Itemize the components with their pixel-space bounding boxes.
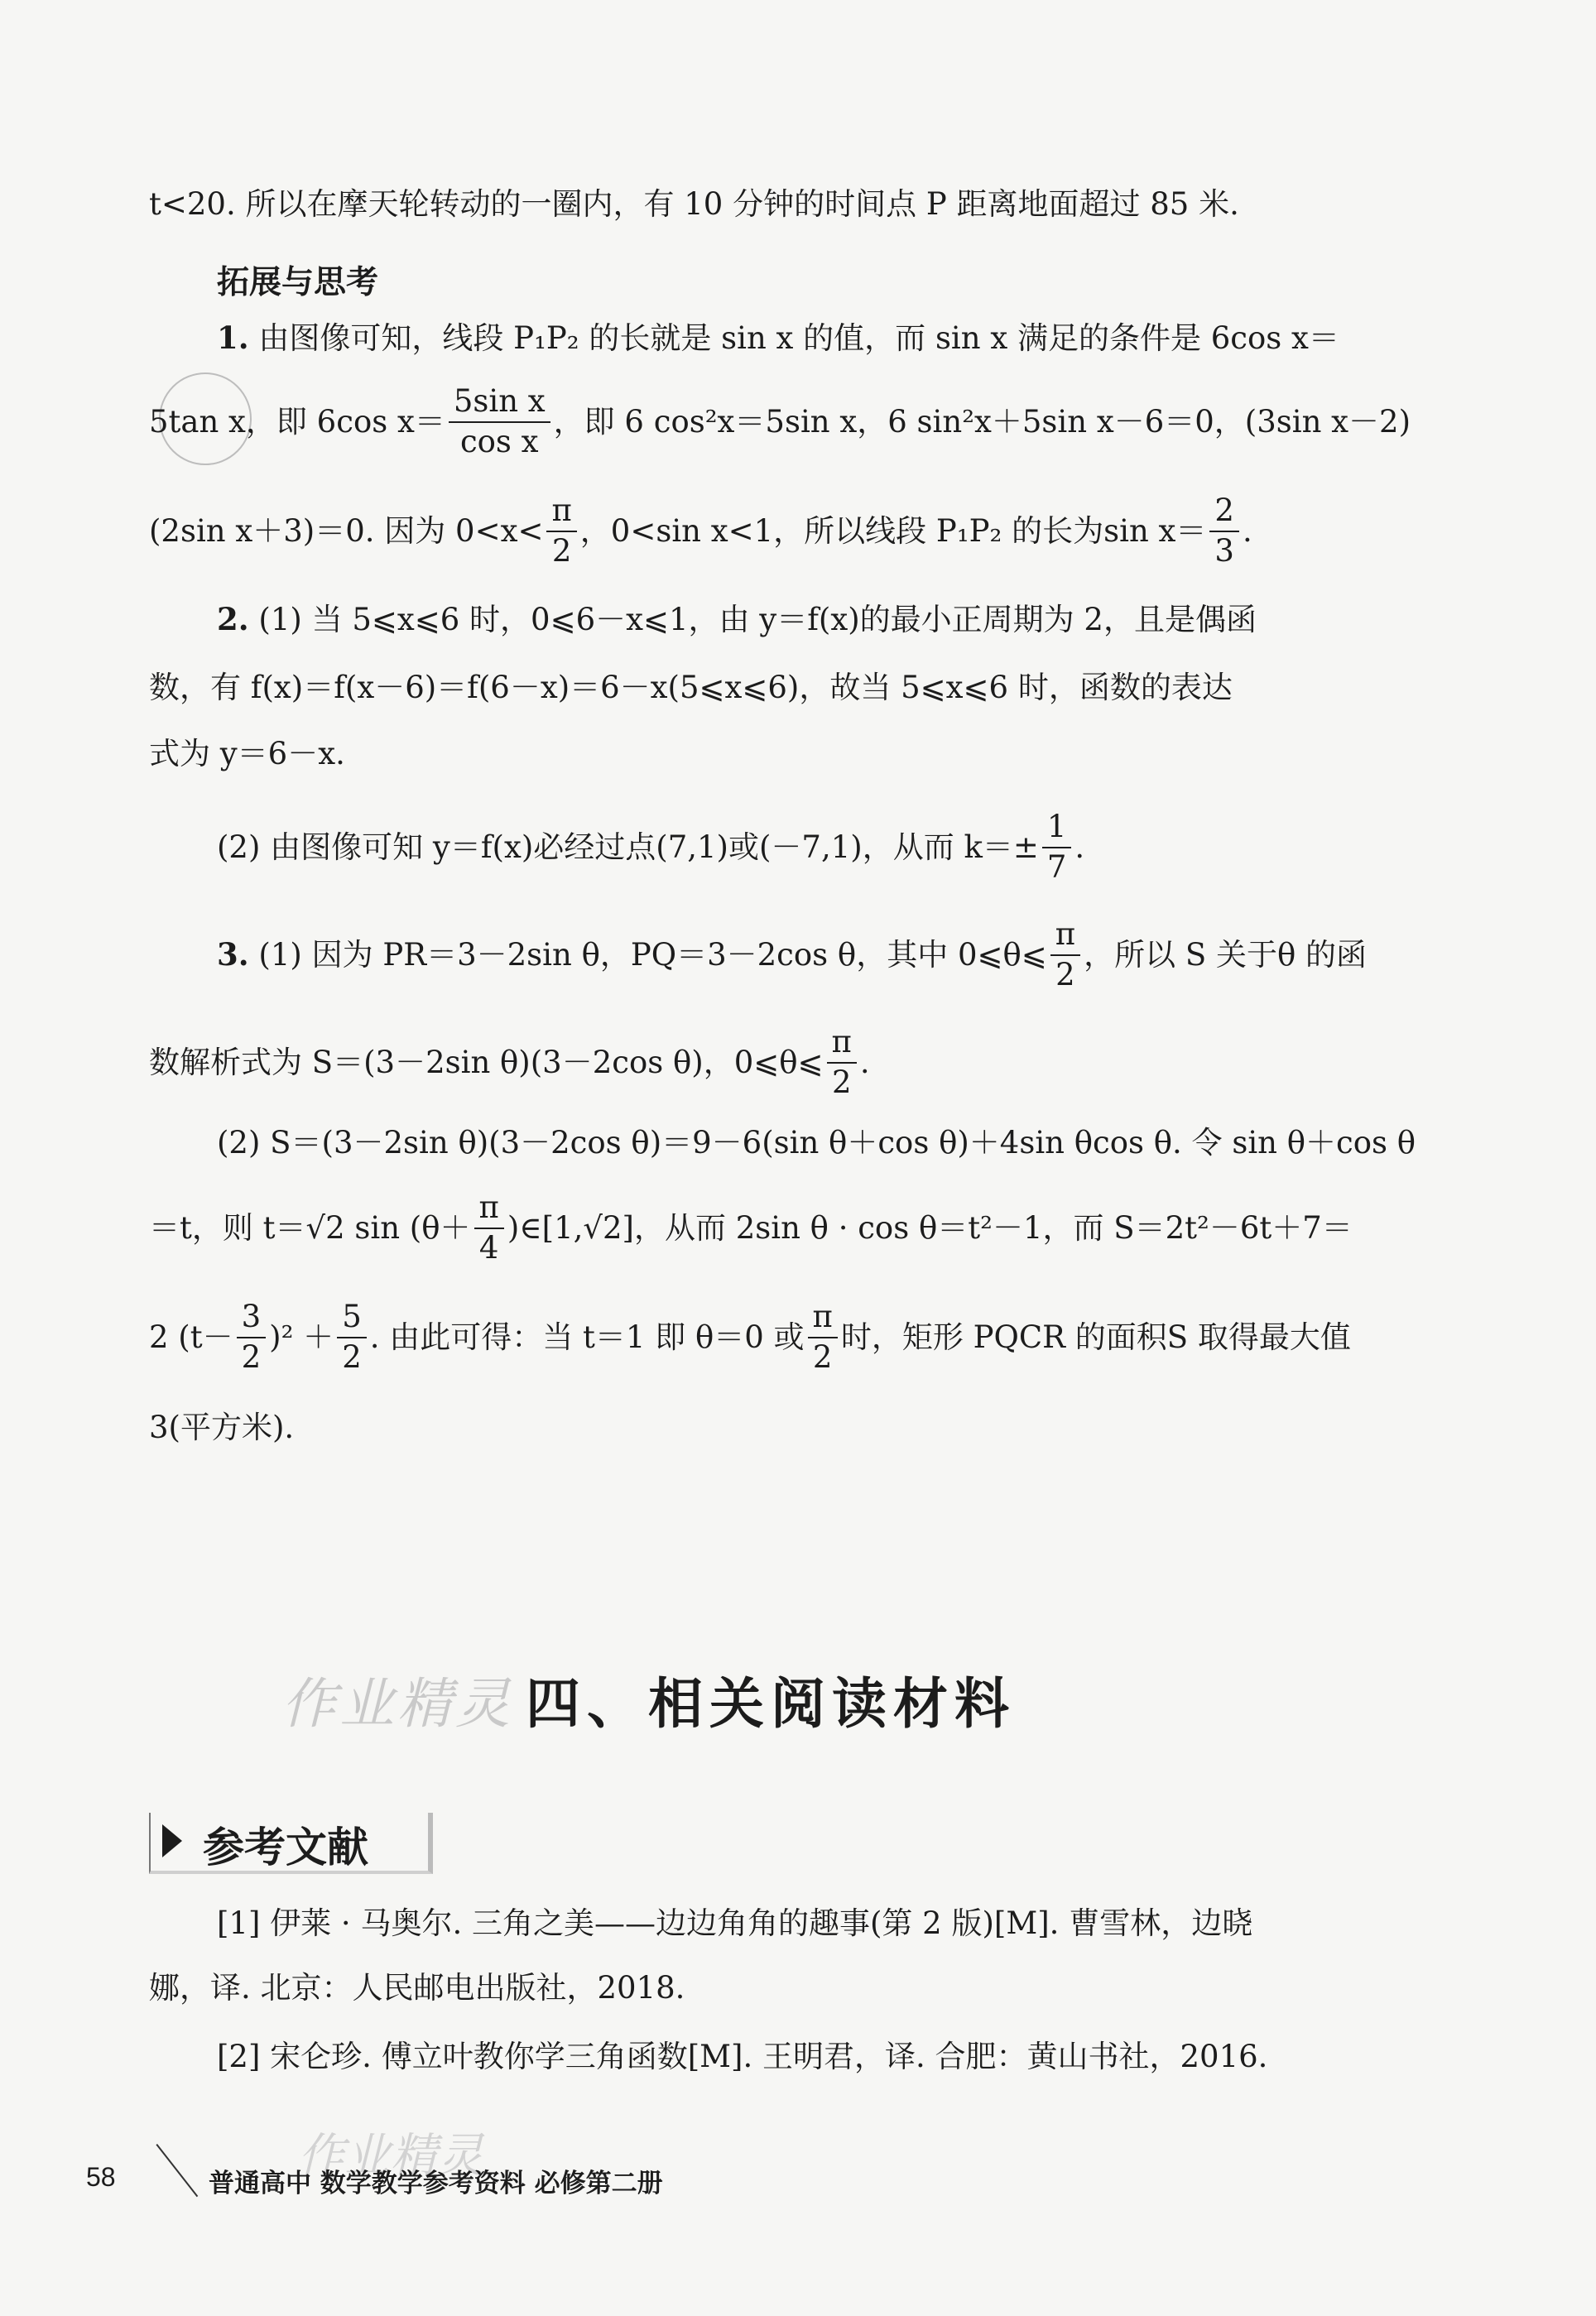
text-span: (2sin x＋3)＝0. 因为 0<x< <box>149 513 544 550</box>
numerator: π <box>546 495 576 532</box>
question-3-line: (2) S＝(3－2sin θ)(3－2cos θ)＝9－6(sin θ＋cos θ)＋4sin θcos θ. 令 sin θ＋cos θ <box>217 1125 1416 1160</box>
text-span: ，即 6 cos²x＝5sin x，6 sin²x＋5sin x－6＝0，(3sin x－2) <box>553 404 1411 440</box>
text-span: )∈[1,√2]，从而 2sin θ · cos θ＝t²－1，而 S＝2t²－6t＋7＝ <box>507 1210 1353 1247</box>
numerator: π <box>808 1301 838 1338</box>
denominator: 2 <box>1055 956 1075 992</box>
fraction <box>474 1189 504 1266</box>
reference-item: [2] 宋仑珍. 傅立叶教你学三角函数[M]. 王明君，译. 合肥：黄山书社，2016. <box>217 2039 1268 2074</box>
text-span: (1) 因为 PR＝3－2sin θ，PQ＝3－2cos θ，其中 0⩽θ⩽ <box>258 937 1047 973</box>
footer-divider <box>156 2144 198 2197</box>
play-triangle-icon <box>162 1824 182 1857</box>
watermark-text: 作业精灵 <box>281 1672 513 1736</box>
fraction <box>827 1026 857 1099</box>
denominator: 3 <box>1214 532 1234 569</box>
footer-title: 普通高中 数学教学参考资料 必修第二册 <box>209 2169 663 2198</box>
reference-item: [1] 伊莱 · 马奥尔. 三角之美——边边角角的趣事(第 2 版)[M]. 曹雪林，边晓 <box>217 1905 1253 1941</box>
fraction <box>1050 916 1080 992</box>
numerator: π <box>1050 919 1080 956</box>
question-2-line <box>217 601 1257 637</box>
numerator: π <box>827 1026 857 1064</box>
numerator: π <box>474 1192 504 1229</box>
question-3-line <box>217 916 1368 992</box>
page-number: 58 <box>86 2162 116 2192</box>
text-span: (1) 当 5⩽x⩽6 时，0⩽6－x⩽1，由 y＝f(x)的最小正周期为 2，且是偶函 <box>258 602 1257 637</box>
fraction <box>449 383 550 459</box>
fraction <box>1209 495 1239 568</box>
text-span: ＝t，则 t＝√2 sin (θ＋ <box>149 1210 471 1247</box>
fraction <box>237 1301 267 1374</box>
fraction <box>1042 811 1072 884</box>
text-span: . <box>1074 829 1085 866</box>
references-label: 参考文献 <box>203 1823 368 1872</box>
text-span: 5tan x，即 6cos x＝ <box>149 404 445 440</box>
denominator: 2 <box>812 1338 833 1375</box>
section-title: 四、相关阅读材料 <box>526 1671 1016 1736</box>
text-span: 数解析式为 S＝(3－2sin θ)(3－2cos θ)，0⩽θ⩽ <box>149 1045 824 1081</box>
text-span: )² ＋ <box>269 1319 334 1356</box>
question-3-line: 3(平方米). <box>149 1410 295 1445</box>
fraction <box>337 1301 367 1374</box>
fraction <box>808 1301 838 1374</box>
denominator: cos x <box>459 423 539 459</box>
question-1-line <box>149 495 1252 568</box>
footer-watermark: 作业精灵 <box>298 2129 483 2183</box>
text-span: . 由此可得：当 t＝1 即 θ＝0 或 <box>369 1319 805 1356</box>
denominator: 2 <box>551 532 572 569</box>
question-1-line <box>149 383 1411 459</box>
text-span: . <box>1242 513 1252 550</box>
text-span: 2 (t－ <box>149 1319 233 1356</box>
text-span: 由图像可知，线段 P₁P₂ 的长就是 sin x 的值，而 sin x 满足的条件是 6cos x＝ <box>258 320 1339 356</box>
question-number: 3. <box>217 936 249 973</box>
numerator: 3 <box>237 1301 267 1338</box>
question-3-line <box>149 1189 1353 1266</box>
text-span: ，所以 S 关于θ 的函 <box>1084 937 1368 973</box>
denominator: 4 <box>478 1229 499 1266</box>
denominator: 2 <box>831 1064 852 1100</box>
question-number: 1. <box>217 320 249 356</box>
denominator: 7 <box>1046 848 1067 885</box>
numerator: 1 <box>1042 811 1072 848</box>
fraction <box>546 495 576 568</box>
numerator: 5sin x <box>449 386 550 423</box>
question-2-line: 式为 y＝6－x. <box>149 736 345 771</box>
numerator: 2 <box>1209 495 1239 532</box>
question-3-line <box>149 1026 870 1099</box>
question-3-line <box>149 1301 1351 1374</box>
numerator: 5 <box>337 1301 367 1338</box>
question-2-line <box>217 811 1084 884</box>
text-span: ，0<sin x<1，所以线段 P₁P₂ 的长为sin x＝ <box>579 513 1207 550</box>
text-span: . <box>859 1045 870 1081</box>
text-span: (2) 由图像可知 y＝f(x)必经过点(7,1)或(－7,1)，从而 k＝± <box>217 829 1039 866</box>
text-line: t<20. 所以在摩天轮转动的一圈内，有 10 分钟的时间点 P 距离地面超过 85 米. <box>149 186 1239 222</box>
denominator: 2 <box>241 1338 262 1375</box>
denominator: 2 <box>342 1338 362 1375</box>
question-number: 2. <box>217 601 249 637</box>
question-1-line <box>217 320 1339 356</box>
question-2-line: 数，有 f(x)＝f(x－6)＝f(6－x)＝6－x(5⩽x⩽6)，故当 5⩽x⩽6 时，函数的表达 <box>149 670 1233 705</box>
section-heading: 拓展与思考 <box>217 263 379 301</box>
text-span: 时，矩形 PQCR 的面积S 取得最大值 <box>840 1319 1351 1356</box>
reference-item: 娜，译. 北京：人民邮电出版社，2018. <box>149 1970 685 2006</box>
